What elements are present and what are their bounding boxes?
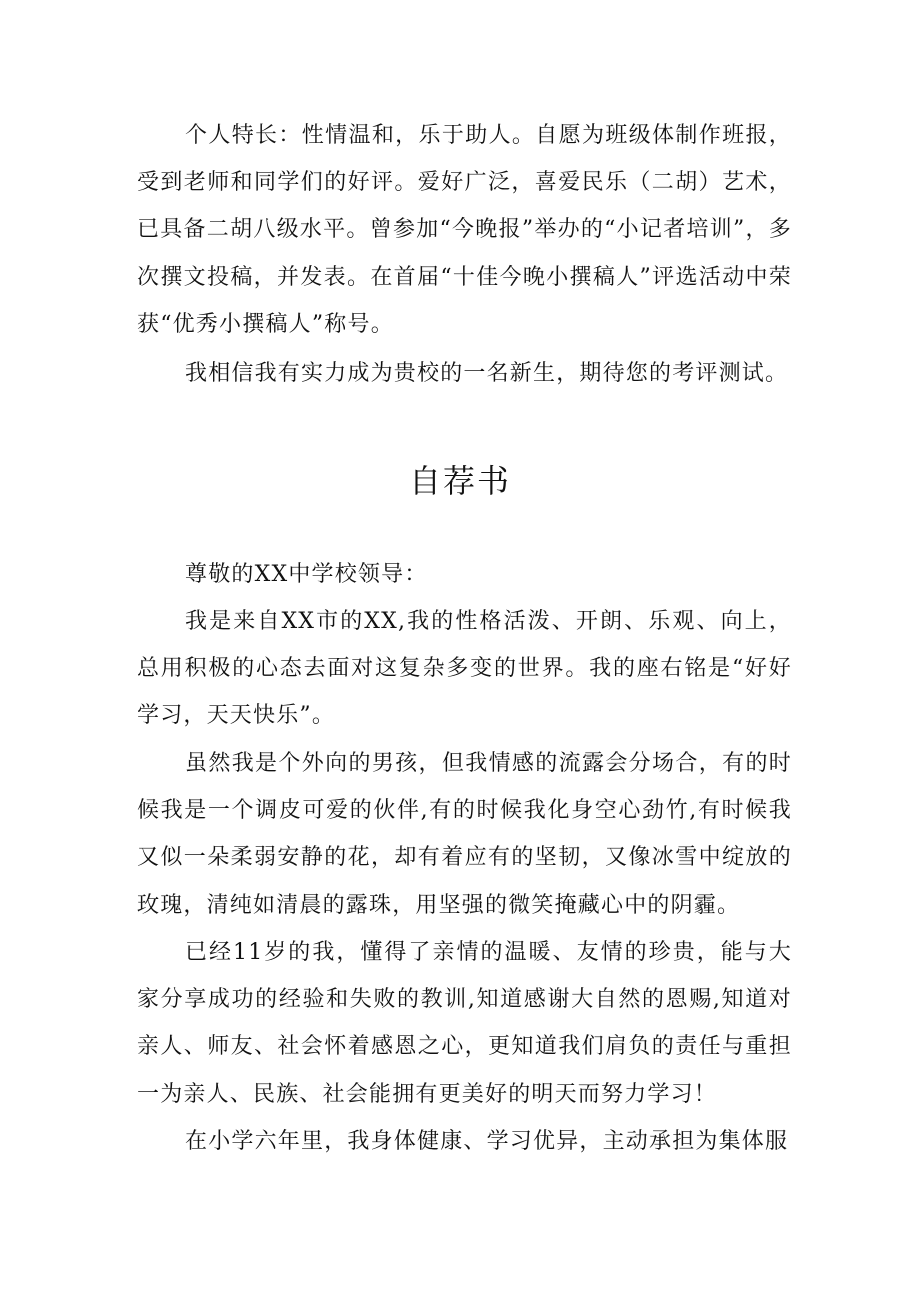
body-paragraph-gratitude: 已经11岁的我，懂得了亲情的温暖、友情的珍贵，能与大家分享成功的经验和失败的教训,知道感谢大自然的恩赐,知道对亲人、师友、社会怀着感恩之心，更知道我们肩负的责任与重担一为亲人、民族、社会能拥有更美好的明天而努力学习！	[137, 940, 792, 1107]
body-paragraph-school-years: 在小学六年里，我身体健康、学习优异，主动承担为集体服	[185, 1129, 789, 1154]
body-paragraph-introduction: 我是来自XX市的XX,我的性格活泼、开朗、乐观、向上，总用积极的心态去面对这复杂多变的世界。我的座右铭是“好好学习，天天快乐”。	[137, 609, 792, 729]
document-title: 自荐书	[408, 462, 511, 500]
body-paragraph-personality: 虽然我是个外向的男孩，但我情感的流露会分场合，有的时候我是一个调皮可爱的伙伴,有的时候我化身空心劲竹,有时候我又似一朵柔弱安静的花，却有着应有的坚韧，又像冰雪中绽放的玫瑰，清纯如清晨的露珠，用坚强的微笑掩藏心中的阴霾。	[137, 751, 792, 918]
salutation: 尊敬的XX中学校领导：	[185, 562, 428, 587]
intro-paragraph-specialties: 个人特长：性情温和，乐于助人。自愿为班级体制作班报，受到老师和同学们的好评。爱好广泛，喜爱民乐（二胡）艺术，已具备二胡八级水平。曾参加“今晚报”举办的“小记者培训”，多次撰文投稿，并发表。在首届“十佳今晚小撰稿人”评选活动中荣获“优秀小撰稿人”称号。	[137, 123, 792, 337]
intro-paragraph-closing: 我相信我有实力成为贵校的一名新生，期待您的考评测试。	[185, 361, 789, 386]
